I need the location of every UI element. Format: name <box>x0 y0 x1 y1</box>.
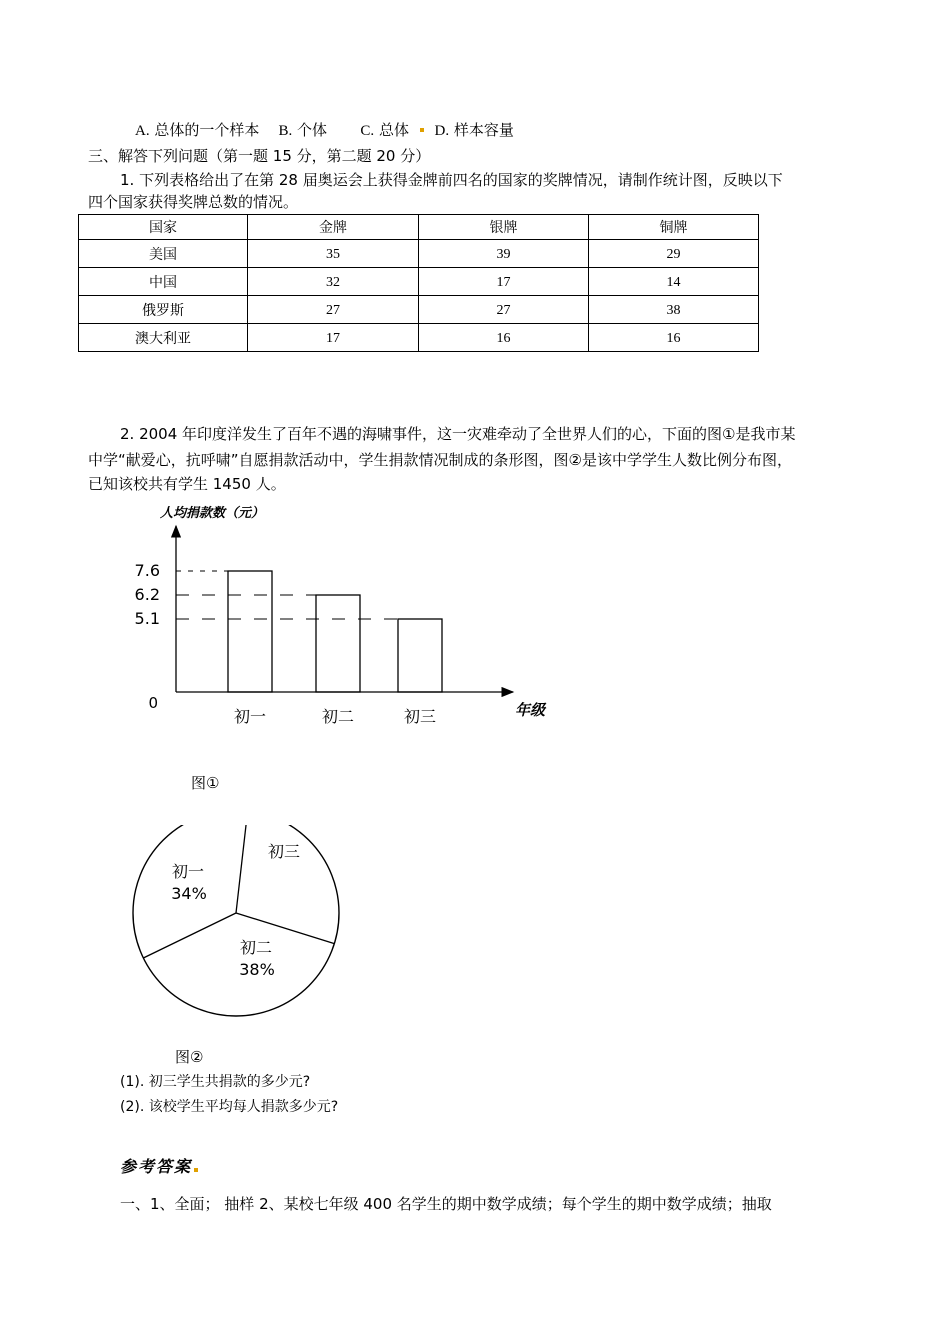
table-cell: 27 <box>248 296 419 324</box>
q2-line3: 已知该校共有学生 1450 人。 <box>88 475 286 493</box>
option-b-label: B. <box>278 123 293 139</box>
table-row <box>79 324 759 352</box>
answers-heading-text: 参考答案 <box>120 1157 193 1176</box>
x-tick-label: 初一 <box>233 707 267 726</box>
table-header: 国家 <box>79 215 248 240</box>
options-line <box>135 120 514 141</box>
table-cell: 38 <box>589 296 759 324</box>
x-tick-label: 初三 <box>403 707 437 726</box>
accent-dot <box>194 1168 198 1172</box>
pie-outline <box>133 825 339 1016</box>
table-row <box>79 240 759 268</box>
table-cell: 29 <box>589 240 759 268</box>
bar-chart-ylabel: 人均捐款数（元） <box>160 506 265 521</box>
table-header: 金牌 <box>248 215 419 240</box>
pie-slice-divider <box>143 913 236 958</box>
pie-slice-label: 初二 <box>239 938 273 957</box>
table-row <box>79 296 759 324</box>
option-d-label: D. <box>434 123 450 139</box>
option-d-text: 样本容量 <box>453 121 514 139</box>
origin-label: 0 <box>148 694 158 712</box>
table-header-row <box>79 215 759 240</box>
bar <box>398 619 442 692</box>
pie-slice-label: 初三 <box>267 842 301 861</box>
table-cell: 35 <box>248 240 419 268</box>
bar-chart <box>120 498 580 743</box>
pie-slice-label: 初一 <box>171 862 205 881</box>
table-row <box>79 268 759 296</box>
bar-chart-xlabel: 年级 <box>515 701 546 719</box>
pie-slice-divider <box>236 825 248 913</box>
table-cell: 17 <box>419 268 589 296</box>
table-cell: 16 <box>419 324 589 352</box>
y-tick-label: 6.2 <box>134 585 160 604</box>
bar-layer <box>135 561 442 726</box>
q2-line1: 2. 2004 年印度洋发生了百年不遇的海啸事件，这一灾难牵动了全世界人们的心，下面的图①是我市某 <box>120 425 796 443</box>
q2-line2: 中学“献爱心，抗呼啸”自愿捐款活动中，学生捐款情况制成的条形图，图②是该中学学生人数比例分布图， <box>88 451 792 469</box>
table-cell: 17 <box>248 324 419 352</box>
table-cell: 27 <box>419 296 589 324</box>
medal-table <box>78 214 759 352</box>
answers-heading <box>120 1154 198 1177</box>
option-c-text: 总体 <box>378 121 409 139</box>
table-cell: 澳大利亚 <box>79 324 248 352</box>
q1-line2: 四个国家获得奖牌总数的情况。 <box>88 193 299 211</box>
pie-slice-value: 34% <box>171 884 207 903</box>
table-cell: 32 <box>248 268 419 296</box>
section3-heading: 三、解答下列问题（第一题 15 分，第二题 20 分） <box>88 147 431 165</box>
figure2-caption: 图② <box>175 1048 204 1066</box>
answers-line1: 一、1、全面； 抽样 2、某校七年级 400 名学生的期中数学成绩；每个学生的期中数学成绩；抽取 <box>120 1195 772 1213</box>
bar <box>228 571 272 692</box>
x-tick-label: 初二 <box>321 707 355 726</box>
option-a-text: 总体的一个样本 <box>154 121 260 139</box>
table-cell: 16 <box>589 324 759 352</box>
figure1-caption: 图① <box>191 774 220 792</box>
accent-dot <box>420 128 424 132</box>
y-tick-label: 7.6 <box>134 561 160 580</box>
q1-line1: 1. 下列表格给出了在第 28 届奥运会上获得金牌前四名的国家的奖牌情况，请制作统计图，反映以下 <box>120 171 783 189</box>
table-cell: 39 <box>419 240 589 268</box>
option-c-label: C. <box>360 123 375 139</box>
table-cell: 中国 <box>79 268 248 296</box>
subquestion-2: (2). 该校学生平均每人捐款多少元? <box>120 1099 339 1115</box>
table-cell: 俄罗斯 <box>79 296 248 324</box>
table-header: 铜牌 <box>589 215 759 240</box>
bar <box>316 595 360 692</box>
pie-layer <box>133 825 339 1016</box>
pie-slice-value: 38% <box>239 960 275 979</box>
y-tick-label: 5.1 <box>134 609 160 628</box>
subquestion-1: (1). 初三学生共捐款的多少元? <box>120 1074 311 1090</box>
table-header: 银牌 <box>419 215 589 240</box>
option-a-label: A. <box>135 123 150 139</box>
table-cell: 美国 <box>79 240 248 268</box>
pie-chart <box>128 825 348 1020</box>
table-cell: 14 <box>589 268 759 296</box>
option-b-text: 个体 <box>297 121 328 139</box>
